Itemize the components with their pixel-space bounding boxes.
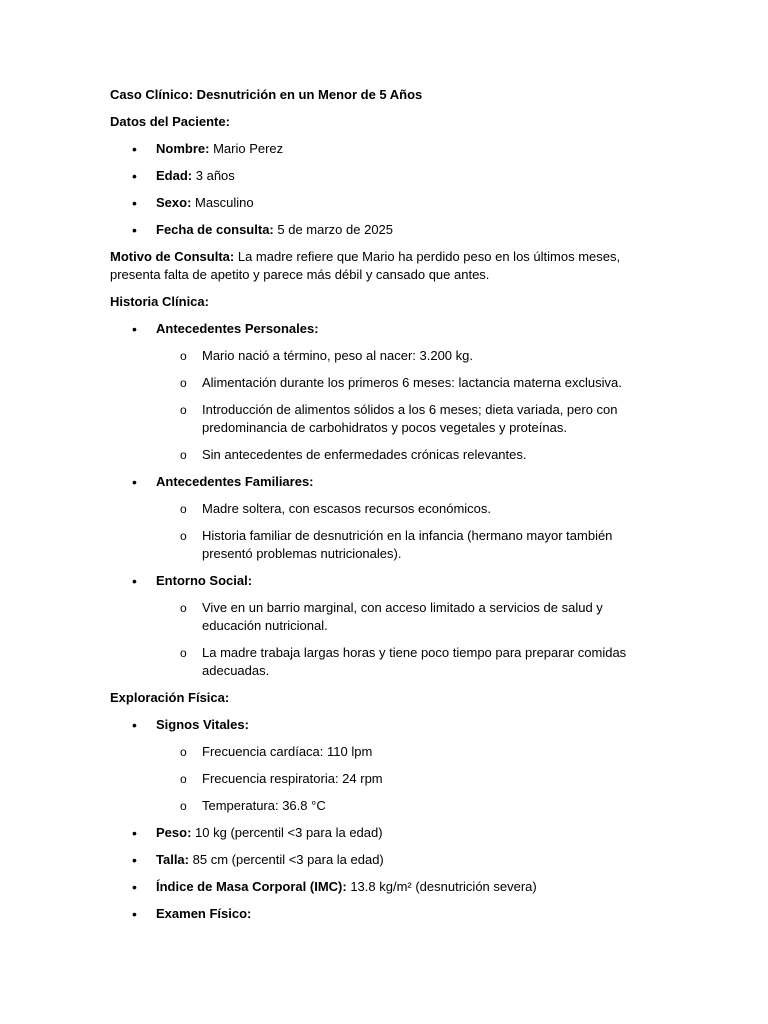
list-item	[110, 320, 658, 464]
sublist	[156, 347, 658, 464]
field-label: Fecha de consulta:	[156, 222, 274, 237]
field-value: 13.8 kg/m² (desnutrición severa)	[350, 879, 537, 894]
list-item	[110, 221, 658, 239]
list-item	[110, 194, 658, 212]
list-item	[110, 878, 658, 896]
field-label: Índice de Masa Corporal (IMC):	[156, 879, 347, 894]
field-label: Examen Físico:	[156, 906, 252, 921]
list-item	[110, 905, 658, 923]
sublist-item: o Mario nació a término, peso al nacer: 3.200 kg.	[156, 347, 658, 365]
field-label: Nombre:	[156, 141, 210, 156]
list-item	[110, 572, 658, 680]
field-label: Edad:	[156, 168, 193, 183]
field-value: 5 de marzo de 2025	[277, 222, 394, 237]
sublist-item: o Vive en un barrio marginal, con acceso limitado a servicios de salud y educación nutricional.	[156, 599, 658, 635]
field-label: Talla:	[156, 852, 189, 867]
sublist-item: o Temperatura: 36.8 °C	[156, 797, 658, 815]
sublist-item: o Frecuencia respiratoria: 24 rpm	[156, 770, 658, 788]
list-item	[110, 473, 658, 563]
field-value: Masculino	[195, 195, 254, 210]
sublist-item: o Introducción de alimentos sólidos a los 6 meses; dieta variada, pero con predominancia de carbohidratos y pocos vegetales y proteínas.	[156, 401, 658, 437]
field-value: 3 años	[195, 168, 235, 183]
historia-heading: Historia Clínica:	[110, 294, 209, 309]
sublist-item: o Historia familiar de desnutrición en la infancia (hermano mayor también presentó problemas nutricionales).	[156, 527, 658, 563]
sublist	[156, 500, 658, 563]
sublist	[156, 599, 658, 680]
field-value: Mario Perez	[213, 141, 284, 156]
historia-list	[110, 320, 658, 680]
document-title: Caso Clínico: Desnutrición en un Menor de 5 Años	[110, 87, 423, 102]
section-label: Entorno Social:	[156, 573, 253, 588]
motivo-paragraph	[110, 248, 658, 284]
patient-heading: Datos del Paciente:	[110, 114, 230, 129]
exploracion-heading: Exploración Física:	[110, 690, 230, 705]
section-label: Antecedentes Personales:	[156, 321, 319, 336]
list-item	[110, 167, 658, 185]
list-item	[110, 824, 658, 842]
section-label: Signos Vitales:	[156, 717, 249, 732]
sublist-item: o Frecuencia cardíaca: 110 lpm	[156, 743, 658, 761]
patient-data-list	[110, 140, 658, 239]
field-label: Sexo:	[156, 195, 192, 210]
field-value: 85 cm (percentil <3 para la edad)	[192, 852, 384, 867]
sublist-item: o Alimentación durante los primeros 6 meses: lactancia materna exclusiva.	[156, 374, 658, 392]
section-label: Antecedentes Familiares:	[156, 474, 314, 489]
motivo-text: La madre refiere que Mario ha perdido peso en los últimos meses, presenta falta de apetito y parece más débil y cansado que antes.	[110, 249, 621, 282]
exploracion-list	[110, 716, 658, 923]
field-value: 10 kg (percentil <3 para la edad)	[195, 825, 383, 840]
sublist-item: o La madre trabaja largas horas y tiene poco tiempo para preparar comidas adecuadas.	[156, 644, 658, 680]
sublist-item: o Sin antecedentes de enfermedades crónicas relevantes.	[156, 446, 658, 464]
motivo-label: Motivo de Consulta:	[110, 249, 235, 264]
list-item	[110, 140, 658, 158]
sublist	[156, 743, 658, 815]
sublist-item: o Madre soltera, con escasos recursos económicos.	[156, 500, 658, 518]
field-label: Peso:	[156, 825, 192, 840]
list-item	[110, 851, 658, 869]
list-item	[110, 716, 658, 815]
